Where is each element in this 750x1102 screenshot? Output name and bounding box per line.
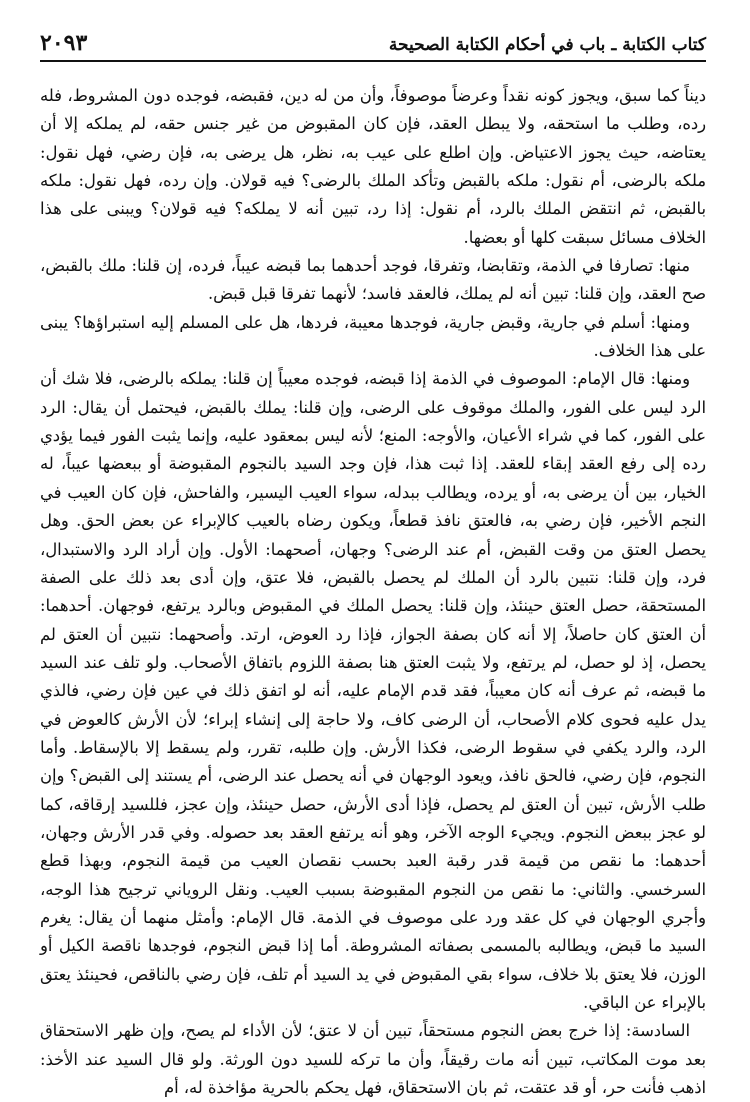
chapter-title: كتاب الكتابة ـ باب في أحكام الكتابة الصحيحة [388,35,706,55]
paragraph: ديناً كما سبق، ويجوز كونه نقداً وعرضاً موصوفاً، وأن من له دين، فقبضه، فوجده دون المشروط، فله رده، وطلب ما استحقه، ولا يبطل العقد، فإن كان المقبوض من غير جنس حقه، لم يملكه إلا أن يعتاضه، حيث يجوز الاعتياض. وإن اطلع على عيب به، نظر، هل يرضى به، فإن رضي، فهل نقول: ملكه بالرضى، أم نقول: ملكه بالقبض وتأكد الملك بالرضى؟ فيه قولان. وإن رده، فهل نقول: ملكه بالقبض، ثم انتقض الملك بالرد، أم نقول: إذا رد، تبين أنه لا يملكه؟ فيه قولان؟ ويبنى على هذا الخلاف مسائل سبقت كلها أو بعضها. [40,86,706,247]
text-body [40,62,706,1102]
running-header [40,0,706,62]
paragraph: منها: تصارفا في الذمة، وتقابضا، وتفرقا، فوجد أحدهما بما قبضه عيباً، فرده، إن قلنا: ملك بالقبض، صح العقد، وإن قلنا: تبين أنه لم يملك، فالعقد فاسد؛ لأنهما تفرقا قبل قبض. [40,256,706,304]
paragraph: ومنها: قال الإمام: الموصوف في الذمة إذا قبضه، فوجده معيباً إن قلنا: يملكه بالرضى، فلا شك أن الرد ليس على الفور، والملك موقوف على الرضى، وإن قلنا: يملك بالقبض، فيحتمل أن يقال: الرد على الفور، كما في شراء الأعيان، والأوجه: المنع؛ لأنه ليس بمعقود عليه، وإنما يثبت الفور فيما يؤدي رده إلى رفع العقد إبقاء للعقد. إذا ثبت هذا، فإن وجد السيد بالنجوم المقبوضة أو ببعضها عيباً، له الخيار، بين أن يرضى به، أو يرده، ويطالب ببدله، سواء العيب اليسير، والفاحش، فإن كان العيب في النجم الأخير، فإن رضي به، فالعتق نافذ قطعاً، ويكون رضاه بالعيب كالإبراء عن بعض الحق. وهل يحصل العتق من وقت القبض، أم عند الرضى؟ وجهان، أصحهما: الأول. وإن أراد الرد والاستبدال، فرد، وإن قلنا: نتبين بالرد أن الملك لم يحصل بالقبض، فلا عتق، وإن أدى بعد ذلك على الصفة المستحقة، حصل العتق حينئذ، وإن قلنا: يحصل الملك في المقبوض وبالرد يرتفع، فوجهان. أحدهما: أن العتق كان حاصلاً، إلا أنه كان بصفة الجواز، فإذا رد العوض، ارتد. وأصحهما: نتبين أن العتق لم يحصل، إذ لو حصل، لم يرتفع، ولا يثبت العتق هنا بصفة اللزوم باتفاق الأصحاب. ولو تلف عند السيد ما قبضه، ثم عرف أنه كان معيباً، فقد قدم الإمام عليه، أنه لو اتفق ذلك في عين فإن رضي، فالذي يدل عليه فحوى كلام الأصحاب، أن الرضى كاف، ولا حاجة إلى إنشاء إبراء؛ لأن الأرش كالعوض في الرد، والرد يكفي في سقوط الرضى، فكذا الأرش. وإن طلبه، تقرر، ولم يسقط إلا بالإسقاط. وأما النجوم، فإن رضي، فالحق نافذ، ويعود الوجهان في أنه يحصل عند الرضى، أم يستند إلى القبض؟ وإن طلب الأرش، تبين أن العتق لم يحصل، فإذا أدى الأرش، حصل حينئذ، وإن عجز، فللسيد إرقاقه، كما لو عجز ببعض النجوم. ويجيء الوجه الآخر، وهو أنه يرتفع العقد بعد حصوله. وفي قدر الأرش وجهان، أحدهما: ما نقص من قيمة قدر رقبة العبد بحسب نقصان العيب من قيمة النجوم، وبهذا قطع السرخسي. والثاني: ما نقص من النجوم المقبوضة بسبب العيب. ونقل الروياني ترجيح هذا الوجه، وأجري الوجهان في كل عقد ورد على موصوف في الذمة. قال الإمام: وأمثل منهما أن يقال: يغرم السيد ما قبض، ويطالبه بالمسمى بصفاته المشروطة. أما إذا قبض النجوم، فوجدها ناقصة الكيل أو الوزن، فلا يعتق بلا خلاف، سواء بقي المقبوض في يد السيد أم تلف، فإن رضي بالناقص، فحينئذ يعتق بالإبراء عن الباقي. [40,369,706,1012]
paragraph: السادسة: إذا خرج بعض النجوم مستحقاً، تبين أن لا عتق؛ لأن الأداء لم يصح، وإن ظهر الاستحقاق بعد موت المكاتب، تبين أنه مات رقيقاً، وأن ما تركه للسيد دون الورثة. ولو قال السيد عند الأخذ: اذهب فأنت حر، أو قد عتقت، ثم بان الاستحقاق، فهل يحكم بالحرية مؤاخذة له، أم [40,1021,706,1098]
paragraph: ومنها: أسلم في جارية، وقبض جارية، فوجدها معيبة، فردها، هل على المسلم إليه استبراؤها؟ يبنى على هذا الخلاف. [40,312,706,361]
page-number: ٢٠٩٣ [40,30,88,56]
